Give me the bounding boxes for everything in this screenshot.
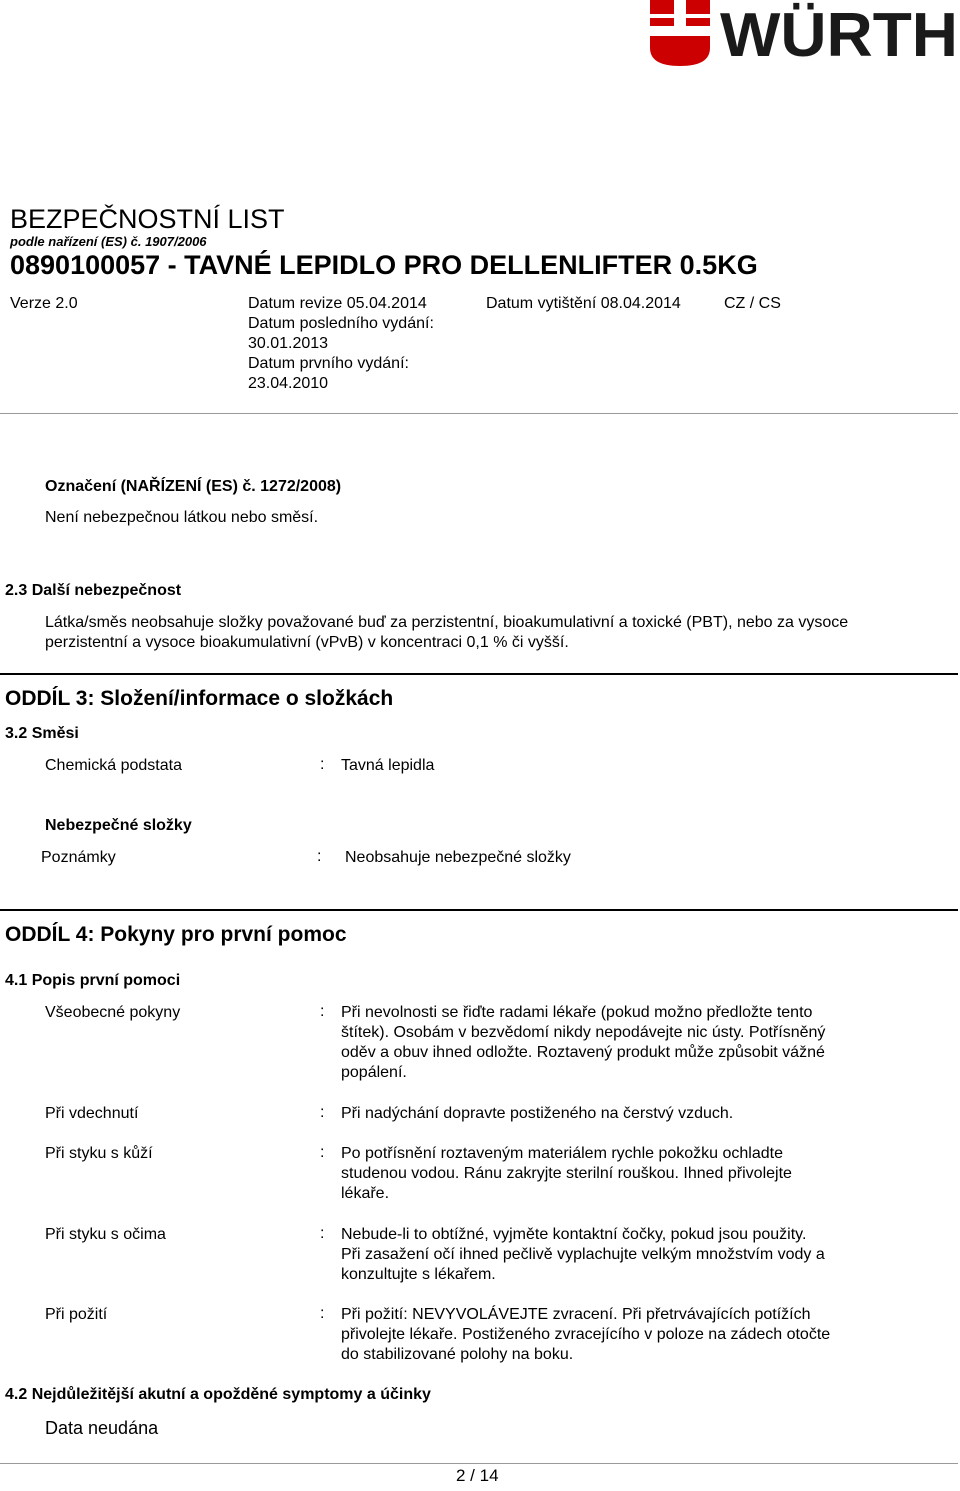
first-aid-line: štítek). Osobám v bezvědomí nikdy nepodávejte nic ústy. Potřísněný (341, 1024, 826, 1041)
first-aid-line: studenou vodou. Ránu zakryjte sterilní rouškou. Ihned přivolejte (341, 1165, 792, 1182)
section-2-3-title: 2.3 Další nebezpečnost (5, 582, 182, 599)
colon: : (317, 848, 322, 865)
colon: : (320, 756, 325, 773)
first-aid-line: přivolejte lékaře. Postiženého zvracejícího v poloze na zádech otočte (341, 1326, 831, 1343)
section-2-3-line: perzistentní a vysoce bioakumulativní (vPvB) v koncentraci 0,1 % či vyšší. (45, 634, 569, 651)
first-aid-label: Při styku s očima (45, 1226, 166, 1243)
first-aid-label: Při vdechnutí (45, 1105, 139, 1122)
last-issue-label: Datum posledního vydání: (248, 315, 434, 332)
colon: : (320, 1104, 325, 1121)
section-2-3-line: Látka/směs neobsahuje složky považované buď za perzistentní, bioakumulativní a toxické (PBT), nebo za vysoce (45, 614, 849, 631)
revision-date: Datum revize 05.04.2014 (248, 295, 427, 312)
section-4-divider (0, 909, 958, 911)
footer-divider (0, 1463, 958, 1464)
first-aid-line: do stabilizované polohy na boku. (341, 1346, 574, 1363)
first-aid-line: Při zasažení očí ihned pečlivě vyplachujte velkým množstvím vody a (341, 1246, 825, 1263)
classification-label: Označení (NAŘÍZENÍ (ES) č. 1272/2008) (45, 478, 342, 495)
wurth-logo (648, 0, 960, 68)
print-date: Datum vytištění 08.04.2014 (486, 295, 681, 312)
header-divider (0, 413, 958, 414)
first-aid-line: oděv a obuv ihned odložte. Roztavený produkt může způsobit vážné (341, 1044, 825, 1061)
colon: : (320, 1305, 325, 1322)
first-aid-line: Po potřísnění roztaveným materiálem rychle pokožku ochladte (341, 1145, 783, 1162)
last-issue-date: 30.01.2013 (248, 335, 329, 352)
document-title: BEZPEČNOSTNÍ LIST (10, 204, 285, 234)
first-issue-date: 23.04.2010 (248, 375, 329, 392)
section-4-2-title: 4.2 Nejdůležitější akutní a opožděné symptomy a účinky (5, 1386, 431, 1403)
first-aid-line: Při požití: NEVYVOLÁVEJTE zvracení. Při přetrvávajících potížích (341, 1306, 811, 1323)
classification-text: Není nebezpečnou látkou nebo směsí. (45, 509, 319, 526)
first-aid-line: konzultujte s lékařem. (341, 1266, 496, 1283)
page-number: 2 / 14 (456, 1466, 499, 1485)
first-aid-line: lékaře. (341, 1185, 390, 1202)
first-aid-line: Při nevolnosti se řiďte radami lékaře (pokud možno předložte tento (341, 1004, 813, 1021)
product-name: 0890100057 - TAVNÉ LEPIDLO PRO DELLENLIFTER 0.5KG (10, 250, 758, 280)
first-aid-line: popálení. (341, 1064, 407, 1081)
hazardous-components-title: Nebezpečné složky (45, 817, 192, 834)
chem-nature-value: Tavná lepidla (341, 757, 435, 774)
locale: CZ / CS (724, 295, 781, 312)
colon: : (320, 1225, 325, 1242)
version: Verze 2.0 (10, 295, 78, 312)
section-3-title: ODDÍL 3: Složení/informace o složkách (5, 687, 394, 710)
section-3-divider (0, 673, 958, 675)
notes-label: Poznámky (41, 849, 116, 866)
first-issue-label: Datum prvního vydání: (248, 355, 409, 372)
first-aid-label: Při styku s kůží (45, 1145, 153, 1162)
section-3-2-title: 3.2 Směsi (5, 725, 79, 742)
chem-nature-label: Chemická podstata (45, 757, 182, 774)
section-4-title: ODDÍL 4: Pokyny pro první pomoc (5, 923, 347, 946)
first-aid-line: Při nadýchání dopravte postiženého na čerstvý vzduch. (341, 1105, 734, 1122)
colon: : (320, 1144, 325, 1161)
section-4-1-title: 4.1 Popis první pomoci (5, 972, 181, 989)
colon: : (320, 1003, 325, 1020)
first-aid-label: Všeobecné pokyny (45, 1004, 181, 1021)
wurth-logo-text: WÜRTH (720, 1, 958, 68)
section-4-2-value: Data neudána (45, 1418, 159, 1438)
document-subtitle: podle nařízení (ES) č. 1907/2006 (10, 234, 207, 249)
first-aid-label: Při požití (45, 1306, 108, 1323)
notes-value: Neobsahuje nebezpečné složky (345, 849, 571, 866)
first-aid-line: Nebude-li to obtížné, vyjměte kontaktní čočky, pokud jsou použity. (341, 1226, 807, 1243)
